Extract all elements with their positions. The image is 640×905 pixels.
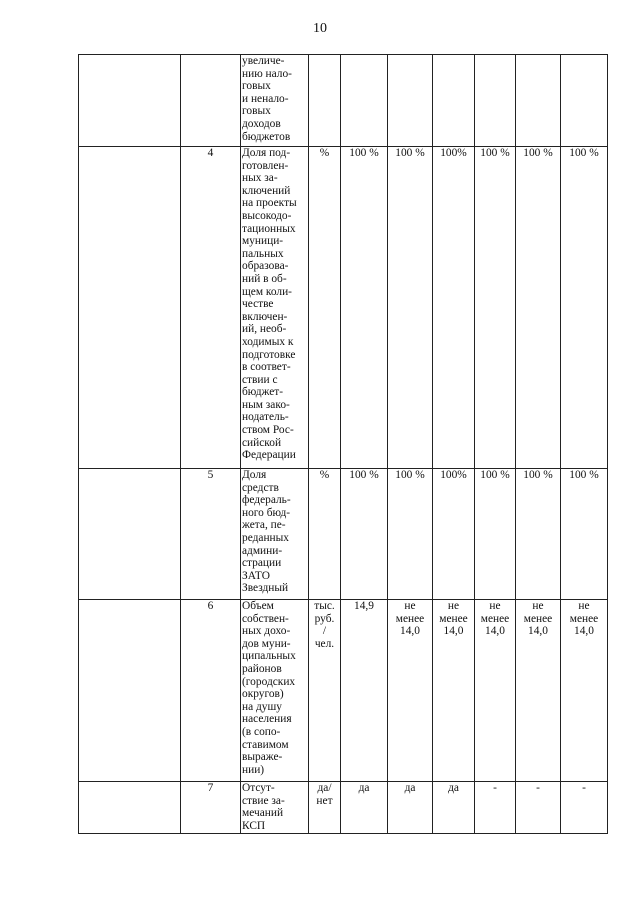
value-cell: 100 %	[561, 147, 608, 469]
value-cell: 100 %	[516, 147, 561, 469]
unit-cell: тыс. руб. / чел.	[309, 600, 341, 782]
blank-cell	[79, 147, 181, 469]
blank-cell	[79, 782, 181, 834]
table-row	[79, 55, 608, 147]
indicator-cell: Доля средств федераль- ного бюд- жета, пе- реданных админи- страции ЗАТО Звездный	[241, 469, 309, 600]
value-cell	[341, 55, 388, 147]
value-cell: не менее 14,0	[433, 600, 475, 782]
value-cell: 100 %	[388, 147, 433, 469]
value-cell: 100 %	[388, 469, 433, 600]
value-cell: 100 %	[561, 469, 608, 600]
value-cell: -	[516, 782, 561, 834]
unit-cell: %	[309, 147, 341, 469]
table-row	[79, 147, 608, 469]
row-number-cell: 6	[181, 600, 241, 782]
value-cell: 100 %	[516, 469, 561, 600]
indicator-cell: увеличе- нию нало- говых и ненало- говых доходов бюджетов	[241, 55, 309, 147]
value-cell: -	[561, 782, 608, 834]
value-cell	[433, 55, 475, 147]
value-cell	[516, 55, 561, 147]
indicator-cell: Отсут- ствие за- мечаний КСП	[241, 782, 309, 834]
value-cell: не менее 14,0	[388, 600, 433, 782]
row-number-cell: 5	[181, 469, 241, 600]
value-cell: не менее 14,0	[561, 600, 608, 782]
indicator-cell: Доля под- готовлен- ных за- ключений на проекты высокодо- тационных муници- пальных образова- ний в об- щем коли- честве включен- ий, необ- ходимых к подготовке в соответ- ствии с бюджет- ным зако- нодатель- ством Рос- сийской Федерации	[241, 147, 309, 469]
value-cell: да	[341, 782, 388, 834]
table-row	[79, 782, 608, 834]
blank-cell	[79, 600, 181, 782]
value-cell	[475, 55, 516, 147]
value-cell: 100 %	[475, 147, 516, 469]
table-body	[79, 55, 608, 834]
value-cell	[388, 55, 433, 147]
blank-cell	[79, 55, 181, 147]
indicator-cell: Объем собствен- ных дохо- дов муни- ципальных районов (городских округов) на душу населения (в сопо- ставимом выраже- нии)	[241, 600, 309, 782]
value-cell: 100 %	[341, 469, 388, 600]
value-cell: да	[433, 782, 475, 834]
value-cell: 100%	[433, 469, 475, 600]
page-number: 10	[313, 21, 327, 36]
value-cell: -	[475, 782, 516, 834]
value-cell: 100%	[433, 147, 475, 469]
unit-cell: %	[309, 469, 341, 600]
value-cell: да	[388, 782, 433, 834]
value-cell: не менее 14,0	[516, 600, 561, 782]
value-cell: 100 %	[341, 147, 388, 469]
unit-cell	[309, 55, 341, 147]
row-number-cell: 4	[181, 147, 241, 469]
table-row	[79, 600, 608, 782]
unit-cell: да/ нет	[309, 782, 341, 834]
value-cell: 100 %	[475, 469, 516, 600]
row-number-cell: 7	[181, 782, 241, 834]
value-cell: не менее 14,0	[475, 600, 516, 782]
blank-cell	[79, 469, 181, 600]
value-cell	[561, 55, 608, 147]
indicators-table	[78, 54, 608, 834]
row-number-cell	[181, 55, 241, 147]
value-cell: 14,9	[341, 600, 388, 782]
table-row	[79, 469, 608, 600]
